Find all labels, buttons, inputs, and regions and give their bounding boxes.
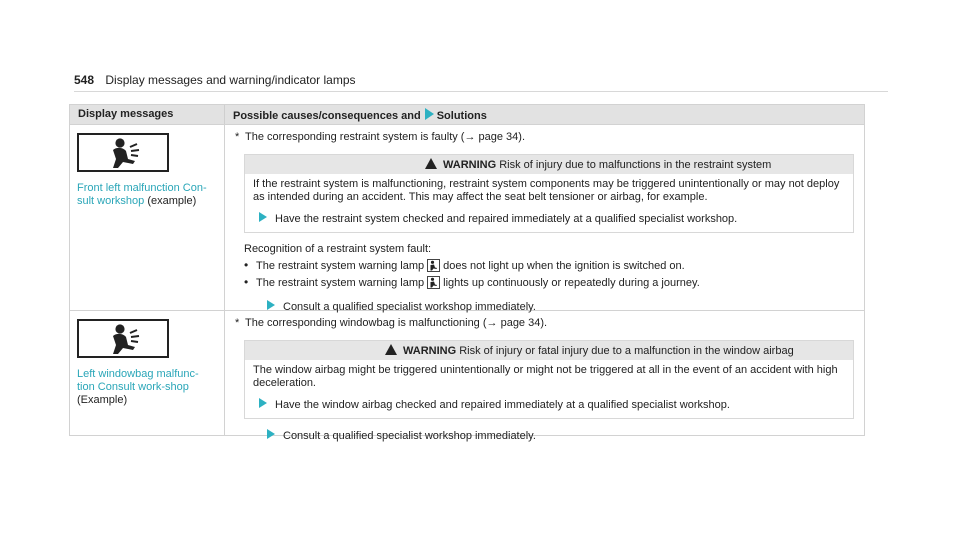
warning-action bbox=[253, 398, 845, 412]
warning-body-text: If the restraint system is malfunctioning, restraint system components may be triggered unintentionally or may not deploy as intended during an accident. This may affect the seat belt tensioner or airbag, for example. bbox=[253, 178, 840, 203]
cause-text: The corresponding windowbag is malfunctioning (→ page 34). bbox=[245, 317, 548, 329]
cause-text: The corresponding restraint system is faulty (→ page 34). bbox=[245, 131, 526, 143]
bullet-text-end: does not light up when the ignition is switched on. bbox=[443, 260, 685, 272]
bullet-text-end: lights up continuously or repeatedly during a journey. bbox=[443, 277, 700, 289]
recognition-text: Recognition of a restraint system fault: bbox=[244, 243, 432, 255]
list-item: • The restraint system warning lamp does not light up when the ignition is switched on. bbox=[244, 258, 685, 272]
col-header-causes-label: Possible causes/consequences and bbox=[233, 110, 421, 122]
warning-action-text: Have the restraint system checked and repaired immediately at a qualified specialist workshop. bbox=[275, 213, 738, 225]
message-note: (example) bbox=[147, 195, 197, 207]
warning-triangle-icon bbox=[425, 158, 437, 169]
bullet-text: The restraint system warning lamp bbox=[256, 277, 425, 289]
page-header bbox=[74, 73, 356, 87]
consult-action bbox=[267, 429, 854, 443]
col-header-display-messages: Display messages bbox=[70, 105, 225, 124]
table-row bbox=[70, 124, 864, 313]
display-message-cell bbox=[70, 311, 225, 435]
causes-cell bbox=[225, 125, 864, 313]
cause-item: * The corresponding restraint system is faulty (→ page 34). bbox=[235, 131, 526, 143]
warning-box bbox=[244, 340, 854, 419]
warning-title: Risk of injury due to malfunctions in the restraint system bbox=[499, 159, 772, 171]
warning-body-text: The window airbag might be triggered unintentionally or might not be triggered at all in the event of an accident with high deceleration. bbox=[253, 364, 838, 389]
header-divider bbox=[74, 91, 888, 92]
page-title: Display messages and warning/indicator lamps bbox=[105, 73, 356, 87]
restraint-warning-lamp-icon bbox=[427, 276, 440, 289]
consult-text: Consult a qualified specialist workshop immediately. bbox=[283, 430, 536, 442]
warning-body bbox=[245, 360, 853, 418]
action-arrow-icon bbox=[259, 398, 267, 408]
bullet-text: The restraint system warning lamp bbox=[256, 260, 425, 272]
warning-header bbox=[245, 341, 853, 360]
action-arrow-icon bbox=[259, 212, 267, 222]
airbag-person-icon bbox=[77, 133, 169, 172]
messages-table bbox=[69, 104, 865, 442]
table-row bbox=[70, 310, 864, 442]
warning-header bbox=[245, 155, 853, 174]
warning-body bbox=[245, 174, 853, 232]
causes-cell bbox=[225, 311, 864, 442]
display-message-cell bbox=[70, 125, 225, 310]
restraint-warning-lamp-icon bbox=[427, 259, 440, 272]
message-text: Left windowbag malfunc-tion Consult work-shop bbox=[77, 368, 199, 393]
recognition-list bbox=[244, 259, 854, 290]
warning-triangle-icon bbox=[385, 344, 397, 355]
list-item: • The restraint system warning lamp lights up continuously or repeatedly during a journey. bbox=[244, 275, 700, 289]
warning-label: WARNING bbox=[403, 345, 457, 357]
page-number: 548 bbox=[74, 73, 95, 87]
col-header-causes bbox=[225, 105, 864, 124]
cause-item: * The corresponding windowbag is malfunctioning (→ page 34). bbox=[235, 317, 548, 329]
warning-label: WARNING bbox=[443, 159, 497, 171]
consult-text: Consult a qualified specialist workshop immediately. bbox=[283, 301, 536, 313]
solution-arrow-icon bbox=[425, 108, 434, 120]
warning-action bbox=[253, 212, 845, 226]
message-text: Front left malfunction Con-sult workshop bbox=[77, 182, 207, 207]
action-arrow-icon bbox=[267, 429, 275, 439]
warning-box bbox=[244, 154, 854, 233]
action-arrow-icon bbox=[267, 300, 275, 310]
warning-action-text: Have the window airbag checked and repaired immediately at a qualified specialist workshop. bbox=[275, 399, 730, 411]
airbag-person-icon bbox=[77, 319, 169, 358]
warning-title: Risk of injury or fatal injury due to a malfunction in the window airbag bbox=[459, 345, 794, 357]
message-note: (Example) bbox=[77, 394, 128, 406]
col-header-solutions-label: Solutions bbox=[436, 110, 487, 122]
table-header bbox=[70, 105, 864, 124]
